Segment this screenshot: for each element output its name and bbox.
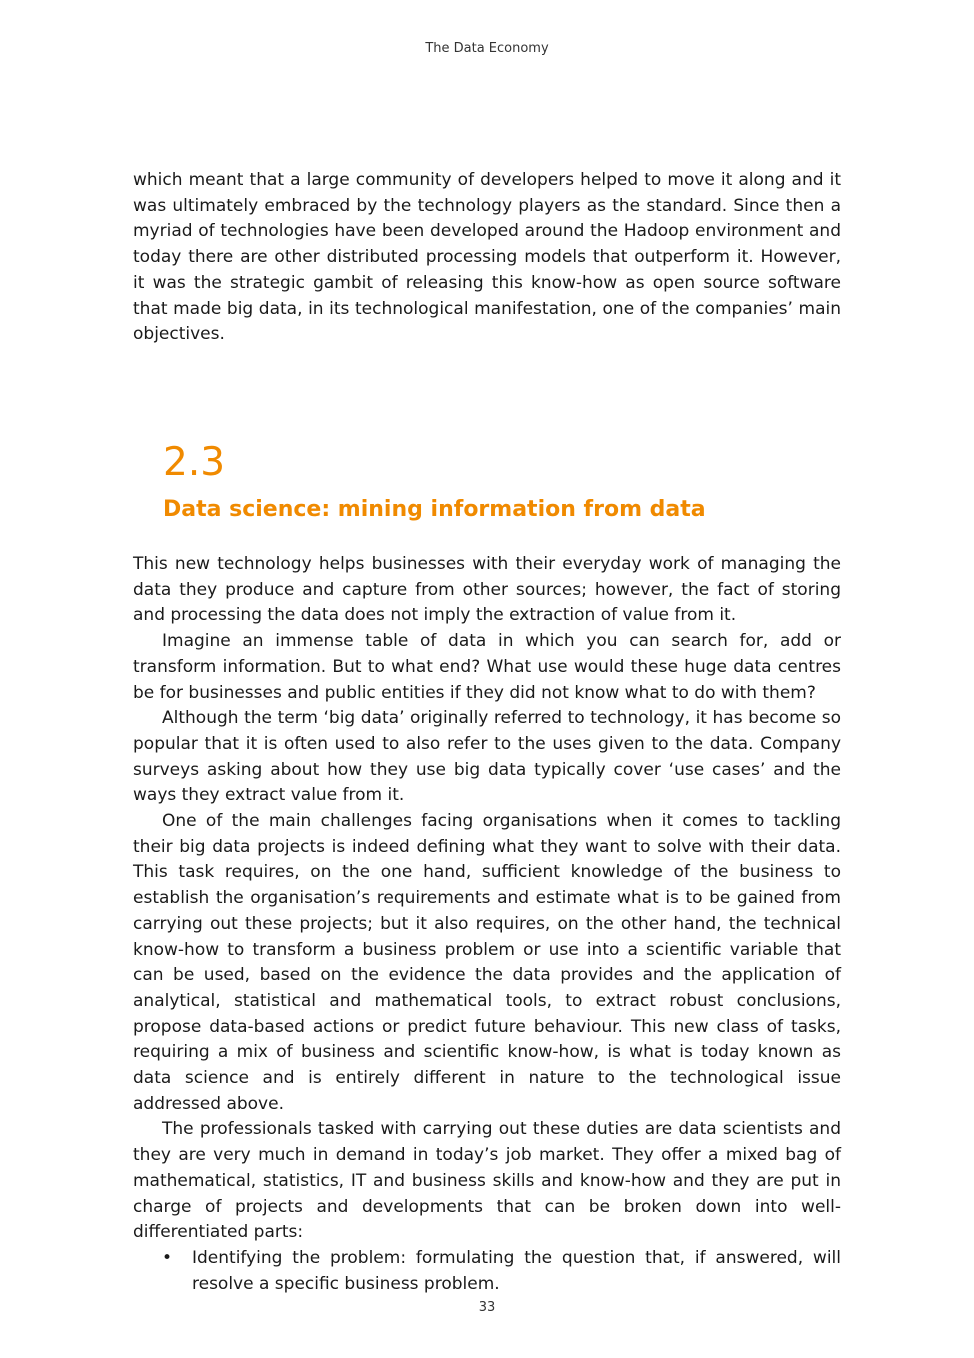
intro-paragraph: which meant that a large community of developers helped to move it along and it was ultimately embraced by the technology players as the standard. Since then a myriad of technologies have been developed around the Hadoop environment and today there are other distributed processing models that outperform it. However, it was the strategic gambit of releasing this know-how as open source software that made big data, in its technological manifestation, one of the companies’ main objectives. [133,170,841,345]
bullet-list [133,1246,841,1297]
section-number: 2.3 [163,440,226,485]
section-body [133,552,841,1297]
body-paragraph: Although the term ‘big data’ originally referred to technology, it has become so popular that it is often used to also refer to the uses given to the data. Company surveys asking about how they use big data typically cover ‘use cases’ and the ways they extract value from it. [133,708,841,806]
bullet-marker: • [162,1247,173,1268]
list-item-text: Identifying the problem: formulating the question that, if answered, will resolve a specific business problem. [192,1247,841,1294]
intro-text [133,168,841,348]
section-title: Data science: mining information from data [163,497,706,522]
page-number: 33 [478,1300,496,1315]
body-paragraph: The professionals tasked with carrying out these duties are data scientists and they are very much in demand in today’s job market. They offer a mixed bag of mathematical, statistics, IT and business skills and know-how and they are put in charge of projects and developments that can be broken down into well-differentiated parts: [133,1119,841,1243]
body-paragraph: This new technology helps businesses with their everyday work of managing the data they produce and capture from other sources; however, the fact of storing and processing the data does not imply the extraction of value from it. [133,554,841,626]
body-paragraph: Imagine an immense table of data in which you can search for, add or transform information. But to what end? What use would these huge data centres be for businesses and public entities if they did not know what to do with them? [133,631,841,703]
list-item [133,1246,841,1297]
running-head: The Data Economy [425,41,549,56]
body-paragraph: One of the main challenges facing organisations when it comes to tackling their big data projects is indeed defining what they want to solve with their data. This task requires, on the one hand, sufficient knowledge of the business to establish the organisation’s requirements and estimate what is to be gained from carrying out these projects; but it also requires, on the other hand, the technical know-how to transform a business problem or use into a scientific variable that can be used, based on the evidence the data provides and the application of analytical, statistical and mathematical tools, to extract robust conclusions, propose data-based actions or predict future behaviour. This new class of tasks, requiring a mix of business and scientific know-how, is what is today known as data science and is entirely different in nature to the technological issue addressed above. [133,811,841,1114]
